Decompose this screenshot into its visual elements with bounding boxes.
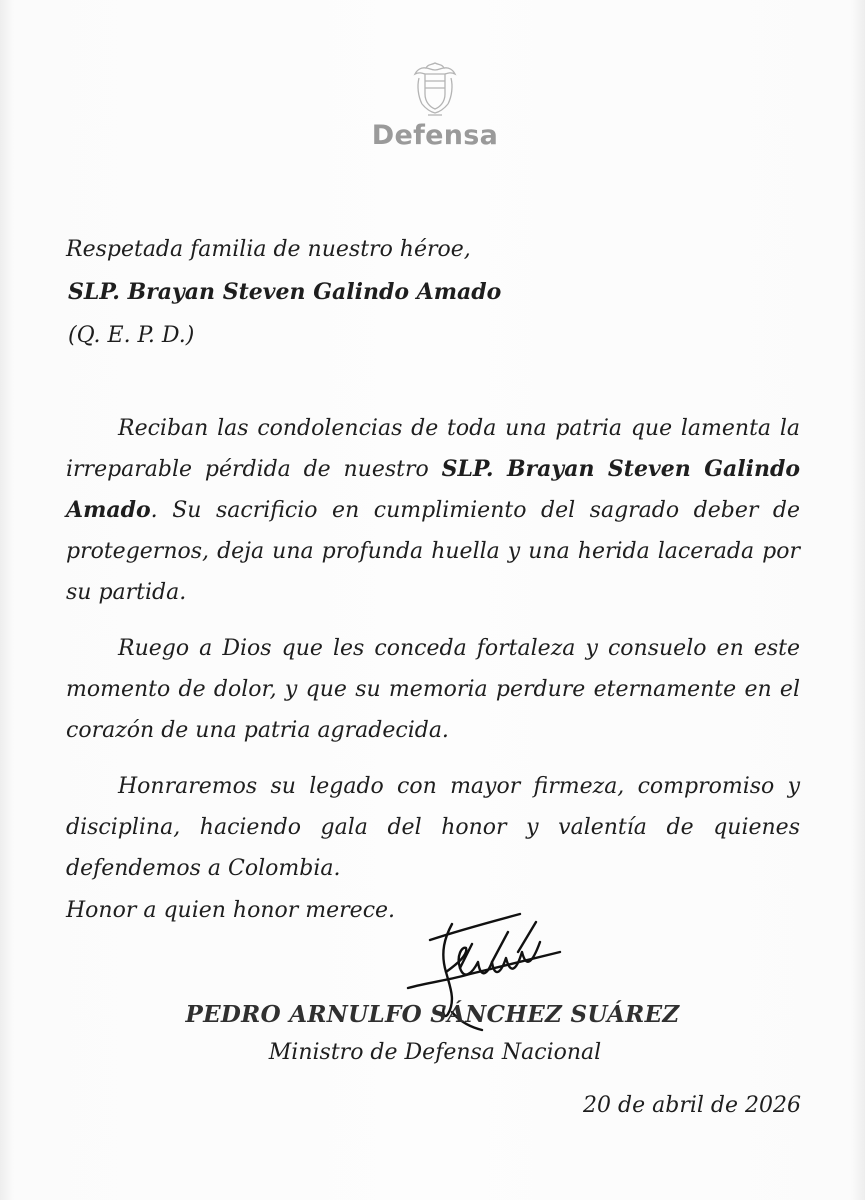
rest-in-peace-abbrev: (Q. E. P. D.): [68, 323, 195, 348]
fallen-soldier-name: SLP. Brayan Steven Galindo Amado: [68, 279, 502, 305]
letter-date: 20 de abril de 2026: [583, 1093, 801, 1118]
paragraph-condolences: [66, 408, 800, 613]
soldier-name-inline: SLP. Brayan Steven Galindo Amado: [66, 456, 801, 523]
paragraph-prayer: Ruego a Dios que les conceda fortaleza y consuelo en este momento de dolor, y que su memoria perdure eternamente en el corazón de una patria agradecida.: [66, 636, 800, 743]
signer-title: Ministro de Defensa Nacional: [268, 1040, 602, 1065]
salutation: [66, 228, 501, 357]
closing-line: Honor a quien honor merece.: [66, 898, 396, 923]
paragraph-legacy: Honraremos su legado con mayor firmeza, compromiso y disciplina, haciendo gala del honor y valentía de quienes defendemos a Colombia.: [66, 774, 800, 881]
coat-of-arms-icon: [413, 60, 457, 118]
signer-name: PEDRO ARNULFO SÁNCHEZ SUÁREZ: [185, 1001, 680, 1028]
paragraph-text: . Su sacrificio en cumplimiento del sagrado deber de protegernos, deja una profunda huella y una herida lacerada por su partida.: [66, 498, 800, 605]
brand-name: Defensa: [371, 120, 499, 151]
salutation-line: Respetada familia de nuestro héroe,: [66, 237, 471, 262]
paragraph-text: Reciban las condolencias de toda una patria que lamenta la irreparable pérdida de nuestro: [66, 416, 800, 482]
letter-body: [66, 408, 800, 904]
ministry-logo: [360, 60, 510, 160]
